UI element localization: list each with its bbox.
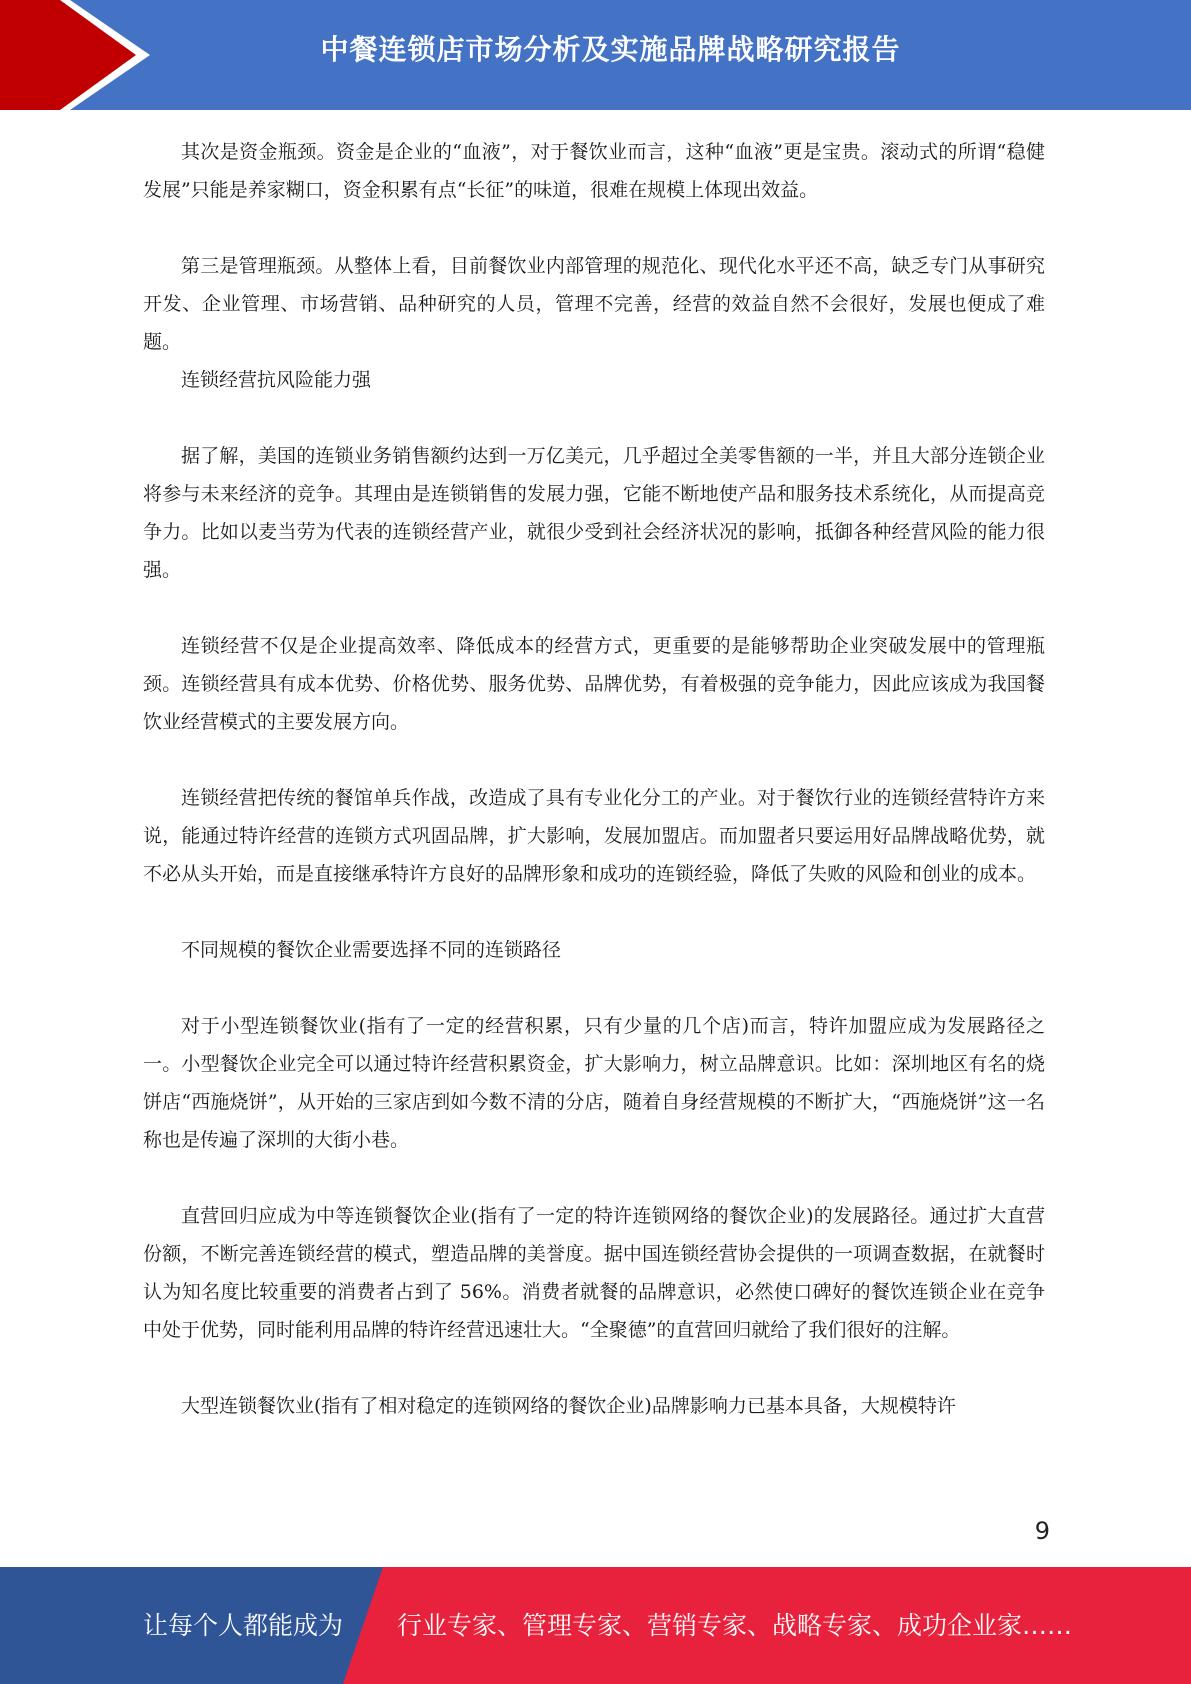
paragraph-small-chains: 对于小型连锁餐饮业(指有了一定的经营积累，只有少量的几个店)而言，特许加盟应成为发展路径之一。小型餐饮企业完全可以通过特许经营积累资金，扩大影响力，树立品牌意识。比如：深圳地区有名的烧饼店“西施烧饼”，从开始的三家店到如今数不清的分店，随着自身经营规模的不断扩大，“西施烧饼”这一名称也是传遍了深圳的大街小巷。 <box>143 1015 1045 1151</box>
paragraph-franchise: 连锁经营把传统的餐馆单兵作战，改造成了具有专业化分工的产业。对于餐饮行业的连锁经营特许方来说，能通过特许经营的连锁方式巩固品牌，扩大影响，发展加盟店。而加盟者只要运用好品牌战略优势，就不必从头开始，而是直接继承特许方良好的品牌形象和成功的连锁经验，降低了失败的风险和创业的成本。 <box>143 787 1045 885</box>
paragraph-us-chain-sales: 据了解，美国的连锁业务销售额约达到一万亿美元，几乎超过全美零售额的一半，并且大部分连锁企业将参与未来经济的竞争。其理由是连锁销售的发展力强，它能不断地使产品和服务技术系统化，从而提高竞争力。比如以麦当劳为代表的连锁经营产业，就很少受到社会经济状况的影响，抵御各种经营风险的能力很强。 <box>143 445 1045 581</box>
page-number: 9 <box>1034 1517 1050 1545</box>
paragraph-gap <box>143 1349 1045 1387</box>
section-heading-chain-paths: 不同规模的餐饮企业需要选择不同的连锁路径 <box>181 939 562 961</box>
footer-slogan-right: 行业专家、管理专家、营销专家、战略专家、成功企业家…… <box>397 1611 1073 1640</box>
paragraph-gap <box>143 1159 1045 1197</box>
page-footer <box>0 1567 1191 1684</box>
paragraph-gap <box>143 969 1045 1007</box>
paragraph-chain-advantages: 连锁经营不仅是企业提高效率、降低成本的经营方式，更重要的是能够帮助企业突破发展中的管理瓶颈。连锁经营具有成本优势、价格优势、服务优势、品牌优势，有着极强的竞争能力，因此应该成为我国餐饮业经营模式的主要发展方向。 <box>143 635 1045 733</box>
paragraph-gap <box>143 399 1045 437</box>
paragraph-gap <box>143 893 1045 931</box>
paragraph-gap <box>143 209 1045 247</box>
footer-slogan-left: 让每个人都能成为 <box>143 1611 344 1640</box>
paragraph-management-bottleneck: 第三是管理瓶颈。从整体上看，目前餐饮业内部管理的规范化、现代化水平还不高，缺乏专门从事研究开发、企业管理、市场营销、品种研究的人员，管理不完善，经营的效益自然不会很好，发展也便成了难题。 <box>143 255 1045 353</box>
paragraph-gap <box>143 741 1045 779</box>
page-content <box>143 133 1045 1425</box>
paragraph-medium-chains: 直营回归应成为中等连锁餐饮企业(指有了一定的特许连锁网络的餐饮企业)的发展路径。通过扩大直营份额，不断完善连锁经营的模式，塑造品牌的美誉度。据中国连锁经营协会提供的一项调查数据，在就餐时认为知名度比较重要的消费者占到了 56%。消费者就餐的品牌意识，必然使口碑好的餐饮连锁企业在竞争中处于优势，同时能利用品牌的特许经营迅速壮大。“全聚德”的直营回归就给了我们很好的注解。 <box>143 1205 1045 1341</box>
page-header <box>0 0 1191 110</box>
paragraph-gap <box>143 589 1045 627</box>
section-heading-risk-resistance: 连锁经营抗风险能力强 <box>181 369 372 391</box>
paragraph-capital-bottleneck: 其次是资金瓶颈。资金是企业的“血液”，对于餐饮业而言，这种“血液”更是宝贵。滚动式的所谓“稳健发展”只能是养家糊口，资金积累有点“长征”的味道，很难在规模上体现出效益。 <box>143 141 1045 201</box>
paragraph-large-chains: 大型连锁餐饮业(指有了相对稳定的连锁网络的餐饮企业)品牌影响力已基本具备，大规模特许 <box>181 1395 956 1417</box>
report-title: 中餐连锁店市场分析及实施品牌战略研究报告 <box>320 33 901 66</box>
